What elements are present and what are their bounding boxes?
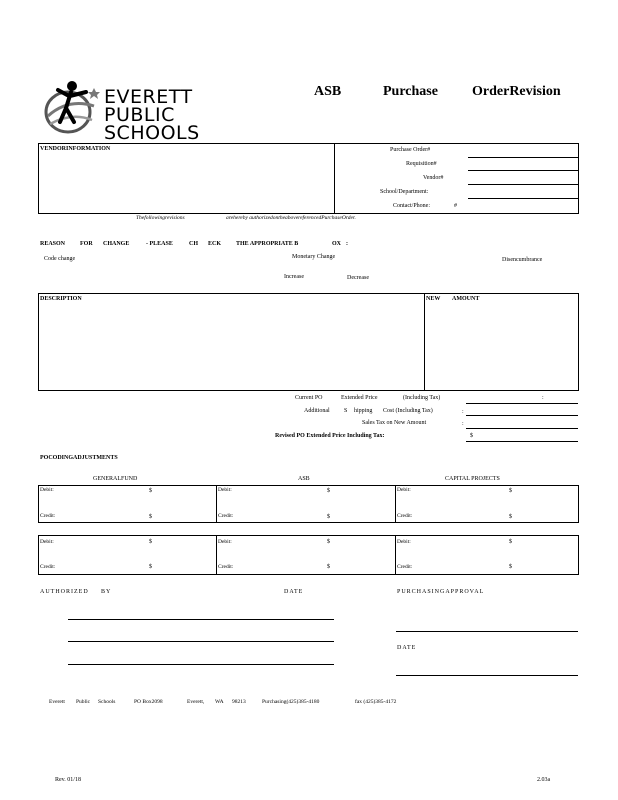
contact-phone-label: Contact/Phone: — [393, 203, 430, 209]
credit-dollar-capital-2: $ — [509, 564, 512, 570]
footer-address-5: Everett, — [187, 699, 205, 705]
footer-address-9: fax (425)385-4172 — [355, 699, 397, 705]
sales-tax-field[interactable] — [466, 428, 578, 429]
footer-address-8: Purchasing(425)385-4180 — [262, 699, 320, 705]
reason-heading-2: FOR — [80, 241, 93, 247]
including-tax-label: (Including Tax) — [403, 395, 441, 401]
new-amount-field[interactable] — [427, 306, 577, 388]
footer-address-6: WA — [215, 699, 224, 705]
footer-address-2: Public — [76, 699, 91, 705]
school-department-label: School/Department: — [380, 189, 429, 195]
purchasing-date-label: DATE — [397, 645, 417, 651]
debit-dollar-asb-2: $ — [327, 539, 330, 545]
vendor-info-field[interactable] — [40, 156, 332, 210]
revision-date: Rev. 01/18 — [55, 777, 81, 783]
logo-text-public: PUBLIC — [104, 104, 175, 126]
contact-phone-hash: # — [454, 203, 457, 209]
authorized-label: AUTHORIZED — [40, 589, 89, 595]
increase-option[interactable]: Increase — [284, 274, 304, 280]
logo-text-schools: SCHOOLS — [104, 122, 200, 144]
additional-label: Additional — [304, 408, 330, 414]
shipping-cost-field[interactable] — [466, 415, 578, 416]
vendor-info-divider — [334, 143, 335, 214]
date-label: DATE — [284, 589, 304, 595]
logo-text-everett: EVERETT — [104, 86, 193, 108]
reason-heading-1: REASON — [40, 241, 66, 247]
credit-dollar-asb-2: $ — [327, 564, 330, 570]
credit-label-general-2: Credit: — [40, 564, 56, 570]
po-coding-label: POCODINGADJUSTMENTS — [40, 455, 118, 461]
new-label: NEW — [426, 296, 441, 302]
logo-globe-figure-icon — [42, 78, 104, 140]
authorized-signature-line-1[interactable] — [68, 619, 334, 620]
sales-tax-label: Sales Tax on New Amount — [362, 420, 427, 426]
debit-dollar-capital-2: $ — [509, 539, 512, 545]
coding-table-2 — [38, 535, 579, 575]
vendor-number-field[interactable] — [468, 184, 578, 185]
revised-price-label: Revised PO Extended Price Including Tax: — [275, 433, 385, 439]
debit-dollar-capital-1: $ — [509, 488, 512, 494]
school-department-field[interactable] — [468, 198, 578, 199]
title-order-revision: OrderRevision — [472, 84, 561, 99]
requisition-label: Requisition# — [406, 161, 437, 167]
requisition-field[interactable] — [468, 170, 578, 171]
credit-label-asb-2: Credit: — [218, 564, 234, 570]
debit-label-capital-2: Debit: — [397, 539, 411, 545]
purchasing-date-line[interactable] — [396, 675, 578, 676]
code-change-option[interactable]: Code change — [44, 256, 76, 262]
revision-note-part2: arehereby authorizedontheabovereferencedPurchaseOrder. — [226, 215, 356, 221]
decrease-option[interactable]: Decrease — [347, 275, 369, 281]
description-divider — [424, 293, 425, 391]
sales-tax-colon: : — [462, 421, 464, 427]
footer-address-7: 98213 — [232, 699, 246, 705]
debit-label-asb-1: Debit: — [218, 487, 232, 493]
vendor-info-label: VENDORINFORMATION — [40, 146, 111, 152]
current-po-field[interactable] — [466, 403, 578, 404]
form-number: 2.03a — [537, 777, 551, 783]
credit-dollar-general-2: $ — [149, 564, 152, 570]
credit-dollar-capital-1: $ — [509, 514, 512, 520]
current-po-label: Current PO — [295, 395, 323, 401]
reason-heading-3: CHANGE — [103, 241, 130, 247]
coding-table-2-divider-2 — [395, 535, 396, 575]
footer-address-4: PO Box2098 — [134, 699, 163, 705]
debit-label-asb-2: Debit: — [218, 539, 232, 545]
credit-dollar-general-1: $ — [149, 514, 152, 520]
credit-label-general-1: Credit: — [40, 513, 56, 519]
credit-label-capital-1: Credit: — [397, 513, 413, 519]
debit-label-capital-1: Debit: — [397, 487, 411, 493]
purchase-order-field[interactable] — [468, 157, 578, 158]
coding-table-1-divider-2 — [395, 485, 396, 523]
coding-table-1-divider-1 — [216, 485, 217, 523]
reason-heading-9: : — [346, 241, 348, 247]
vendor-number-label: Vendor# — [423, 175, 444, 181]
description-field[interactable] — [40, 306, 422, 388]
debit-label-general-1: Debit: — [40, 487, 54, 493]
shipping-label: hipping — [354, 408, 373, 414]
purchasing-approval-label: PURCHASINGAPPROVAL — [397, 589, 485, 595]
credit-label-capital-2: Credit: — [397, 564, 413, 570]
current-po-colon: : — [542, 395, 544, 401]
revised-price-dollar: $ — [470, 433, 473, 439]
debit-dollar-general-2: $ — [149, 539, 152, 545]
capital-projects-header: CAPITAL PROJECTS — [445, 476, 500, 482]
shipping-s-label: S — [344, 408, 348, 414]
general-fund-header: GENERALFUND — [93, 476, 138, 482]
title-purchase: Purchase — [383, 84, 438, 99]
reason-heading-8: OX — [332, 241, 341, 247]
coding-table-2-divider-1 — [216, 535, 217, 575]
purchasing-approval-line[interactable] — [396, 631, 578, 632]
district-logo — [42, 78, 202, 144]
reason-heading-5: CH — [189, 241, 198, 247]
coding-table-1 — [38, 485, 579, 523]
shipping-cost-label: Cost (Including Tax) — [383, 408, 433, 414]
monetary-change-option[interactable]: Monetary Change — [292, 254, 336, 260]
credit-dollar-asb-1: $ — [327, 514, 330, 520]
amount-label: AMOUNT — [452, 296, 480, 302]
reason-heading-6: ECK — [208, 241, 222, 247]
purchase-order-label: Purchase Order# — [390, 147, 431, 153]
extended-price-label: Extended Price — [341, 395, 378, 401]
shipping-colon: : — [462, 409, 464, 415]
authorized-signature-line-3[interactable] — [68, 664, 334, 665]
debit-label-general-2: Debit: — [40, 539, 54, 545]
revision-note-part1: Thefollowingrevisions — [136, 215, 185, 221]
footer-address-1: Everett — [49, 699, 65, 705]
by-label: BY — [101, 589, 112, 595]
debit-dollar-asb-1: $ — [327, 488, 330, 494]
credit-label-asb-1: Credit: — [218, 513, 234, 519]
debit-dollar-general-1: $ — [149, 488, 152, 494]
revised-price-field[interactable] — [466, 441, 578, 442]
disencumbrance-option[interactable]: Disencumbrance — [502, 257, 543, 263]
asb-header: ASB — [298, 476, 310, 482]
reason-heading-4: - PLEASE — [146, 241, 173, 247]
description-label: DESCRIPTION — [40, 296, 82, 302]
reason-heading-7: THE APPROPRIATE B — [236, 241, 299, 247]
footer-address-3: Schools — [98, 699, 116, 705]
authorized-signature-line-2[interactable] — [68, 641, 334, 642]
title-asb: ASB — [314, 84, 342, 99]
